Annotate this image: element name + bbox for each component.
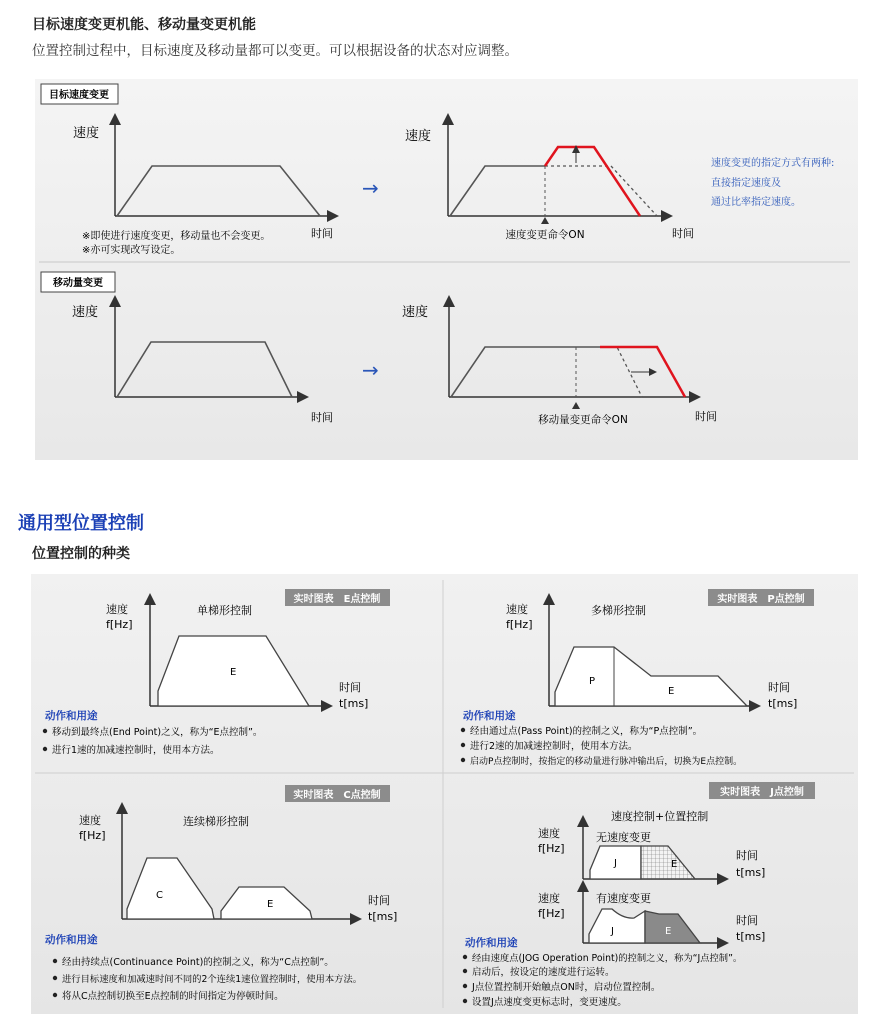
j-point-y-label-top-2: f[Hz] [538, 842, 565, 855]
change-function-panel [35, 79, 858, 460]
speed-change-note-1: ※即使进行速度变更，移动量也不会变更。 [82, 231, 271, 242]
j-point-bottom-region-j: J [611, 926, 614, 937]
p-point-usage-title: 动作和用途 [463, 710, 516, 722]
j-point-bottom-x-label-1: 时间 [736, 914, 758, 927]
move-change-command-label: 移动量变更命令ON [538, 414, 628, 426]
speed-change-x-label-right: 时间 [672, 227, 694, 240]
e-point-chart-title: 单梯形控制 [197, 604, 252, 617]
speed-change-flow-arrow: → [362, 176, 379, 200]
c-point-bullet-dot-2 [53, 976, 57, 980]
move-change-tag: 移动量变更 [53, 278, 103, 289]
speed-change-right-profile [450, 166, 545, 216]
j-point-bottom-region-e: E [665, 926, 672, 937]
p-point-region-e: E [668, 686, 675, 697]
speed-change-left-profile [117, 166, 320, 216]
c-point-usage-title: 动作和用途 [45, 934, 98, 946]
j-point-top-region-e: E [671, 859, 678, 870]
j-point-bottom-profile-j [589, 909, 645, 943]
c-point-region-e: E [267, 899, 274, 910]
side-note-line-1: 速度变更的指定方式有两种: [711, 158, 835, 169]
change-function-diagram [35, 79, 858, 460]
c-point-region-c: C [156, 890, 163, 901]
p-point-badge: 实时图表 P点控制 [717, 594, 805, 605]
c-point-y-label-1: 速度 [79, 814, 101, 827]
control-types-panel [31, 574, 858, 1014]
j-point-usage-title: 动作和用途 [465, 937, 518, 949]
p-point-bullet-dot-2 [461, 743, 465, 747]
j-point-sub-1: 无速度变更 [596, 831, 651, 844]
p-point-card [461, 589, 814, 767]
speed-change-command-marker [541, 217, 549, 224]
move-change-left-profile [117, 342, 292, 397]
j-point-bottom-x-label-2: t[ms] [736, 930, 766, 943]
p-point-bullet-2: 进行2速的加减速控制时，使用本方法。 [470, 741, 638, 752]
j-point-top-region-j: J [614, 858, 617, 869]
move-change-y-label-left: 速度 [72, 305, 99, 320]
section-title: 通用型位置控制 [18, 513, 144, 534]
j-point-badge: 实时图表 J点控制 [720, 787, 804, 798]
e-point-usage-title: 动作和用途 [45, 710, 98, 722]
speed-change-tag: 目标速度变更 [49, 90, 109, 101]
e-point-badge: 实时图表 E点控制 [293, 594, 381, 605]
e-point-x-label-2: t[ms] [339, 697, 369, 710]
speed-change-x-label-left: 时间 [311, 227, 333, 240]
j-point-chart-title: 速度控制+位置控制 [611, 810, 709, 823]
move-change-right-profile [451, 347, 600, 397]
e-point-bullet-dot-2 [43, 747, 47, 751]
p-point-x-label-1: 时间 [768, 681, 790, 694]
side-note-line-2: 直接指定速度及 [711, 178, 781, 189]
j-point-y-label-bottom-1: 速度 [538, 892, 560, 905]
p-point-bullet-1: 经由通过点(Pass Point)的控制之义，称为“P点控制”。 [470, 726, 703, 737]
p-point-region-p: P [589, 676, 596, 687]
page-subtitle: 位置控制过程中，目标速度及移动量都可以变更。可以根据设备的状态对应调整。 [32, 43, 518, 59]
j-point-sub-2: 有速度变更 [596, 892, 651, 905]
j-point-bullet-dot-2 [463, 969, 467, 973]
e-point-bullet-dot-1 [43, 729, 47, 733]
speed-change-original-profile [545, 166, 657, 216]
p-point-y-label-1: 速度 [506, 603, 528, 616]
e-point-x-label-1: 时间 [339, 681, 361, 694]
move-change-command-marker [572, 402, 580, 409]
move-change-flow-arrow: → [362, 358, 379, 382]
e-point-y-label-1: 速度 [106, 603, 128, 616]
speed-change-new-profile [545, 147, 640, 216]
j-point-y-label-top-1: 速度 [538, 827, 560, 840]
j-point-top-profile-e [641, 846, 695, 879]
p-point-bullet-dot-1 [461, 728, 465, 732]
j-point-y-label-bottom-2: f[Hz] [538, 907, 565, 920]
j-point-bullet-dot-1 [463, 955, 467, 959]
speed-change-command-label: 速度变更命令ON [505, 229, 585, 241]
j-point-bullet-dot-3 [463, 984, 467, 988]
p-point-x-label-2: t[ms] [768, 697, 798, 710]
speed-change-note-2: ※亦可实现改写设定。 [82, 245, 181, 256]
c-point-bullet-dot-3 [53, 993, 57, 997]
p-point-profile [555, 647, 747, 706]
e-point-y-label-2: f[Hz] [106, 618, 133, 631]
control-types-diagram [31, 574, 858, 1014]
c-point-badge: 实时图表 C点控制 [293, 790, 381, 801]
j-point-bullet-3: J点位置控制开始触点ON时，启动位置控制。 [472, 982, 661, 993]
p-point-chart-title: 多梯形控制 [591, 604, 646, 617]
c-point-bullet-1: 经由持续点(Continuance Point)的控制之义，称为“C点控制”。 [62, 957, 334, 968]
c-point-bullet-2: 进行目标速度和加减速时间不同的2个连续1速位置控制时，使用本方法。 [62, 974, 363, 985]
move-change-y-label-right: 速度 [402, 305, 429, 320]
j-point-bullet-2: 启动后，按设定的速度进行运转。 [472, 967, 615, 978]
page-title: 目标速度变更机能、移动量变更机能 [32, 17, 256, 33]
c-point-card [45, 785, 397, 1002]
j-point-top-x-label-2: t[ms] [736, 866, 766, 879]
c-point-y-label-2: f[Hz] [79, 829, 106, 842]
p-point-y-label-2: f[Hz] [506, 618, 533, 631]
e-point-card [43, 589, 390, 756]
c-point-bullet-3: 将从C点控制切换至E点控制的时间指定为停顿时间。 [62, 991, 284, 1002]
c-point-profile-c [127, 858, 214, 919]
j-point-bullet-1: 经由速度点(JOG Operation Point)的控制之义，称为“J点控制”。 [472, 953, 743, 964]
p-point-bullet-3: 启动P点控制时，按指定的移动量进行脉冲输出后，切换为E点控制。 [470, 757, 743, 767]
c-point-x-label-1: 时间 [368, 894, 390, 907]
move-change-x-label-right: 时间 [695, 410, 717, 423]
e-point-region-e: E [230, 667, 237, 678]
c-point-bullet-dot-1 [53, 959, 57, 963]
j-point-bullet-4: 设置J点速度变更标志时，变更速度。 [472, 997, 627, 1008]
j-point-card [463, 782, 815, 1008]
section-subtitle: 位置控制的种类 [32, 546, 130, 562]
j-point-top-x-label-1: 时间 [736, 849, 758, 862]
c-point-chart-title: 连续梯形控制 [183, 815, 249, 828]
speed-change-y-label-left: 速度 [73, 126, 100, 141]
c-point-x-label-2: t[ms] [368, 910, 398, 923]
move-change-x-label-left: 时间 [311, 411, 333, 424]
e-point-bullet-1: 移动到最终点(End Point)之义，称为“E点控制”。 [52, 727, 263, 738]
side-note-line-3: 通过比率指定速度。 [711, 197, 801, 208]
p-point-bullet-dot-3 [461, 758, 465, 762]
j-point-bullet-dot-4 [463, 999, 467, 1003]
j-point-bottom-profile-e [645, 911, 700, 943]
speed-change-y-label-right: 速度 [405, 129, 432, 144]
e-point-bullet-2: 进行1速的加减速控制时，使用本方法。 [52, 745, 220, 756]
